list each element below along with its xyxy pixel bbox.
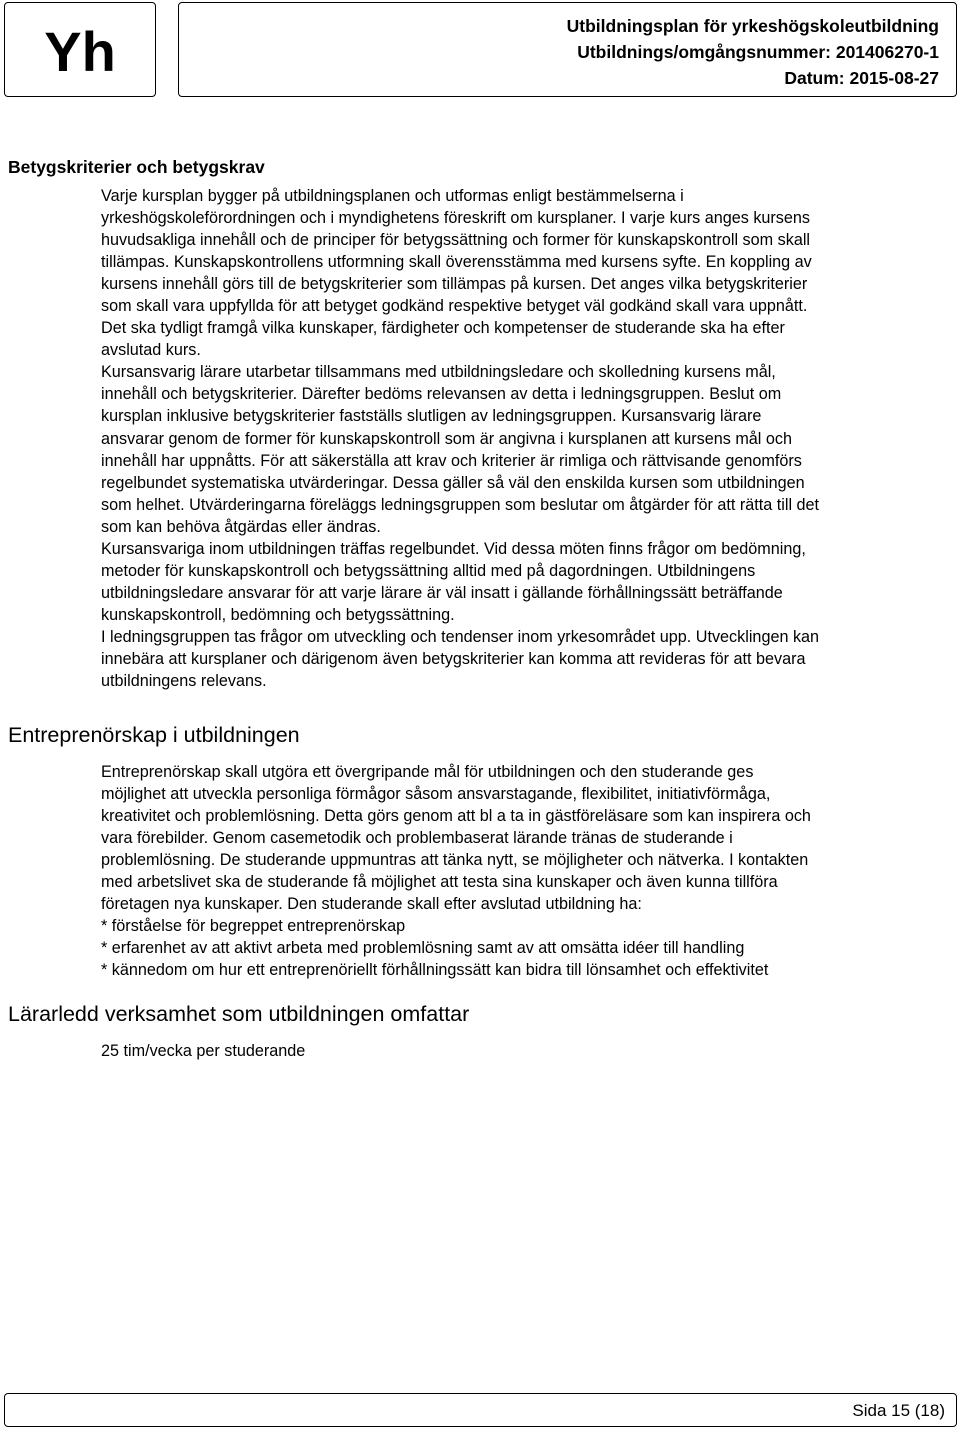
text-line: * förståelse för begreppet entreprenörskap (101, 917, 406, 936)
text-line: möjlighet att utveckla personliga förmågor såsom ansvarstagande, flexibilitet, initiativförmåga, (101, 785, 771, 804)
text-line: med arbetslivet ska de studerande få möjlighet att testa sina kunskaper och även kunna tillföra (101, 873, 778, 892)
text-line: regelbundet systematiska utvärderingar. Dessa gäller så väl den enskilda kursen som utbildningen (101, 473, 805, 492)
text-line: Kursansvarig lärare utarbetar tillsammans med utbildningsledare och skolledning kursens mål, (101, 363, 776, 382)
section-heading-entrepreneurship: Entreprenörskap i utbildningen (8, 723, 300, 747)
text-line: Varje kursplan bygger på utbildningsplanen och utformas enligt bestämmelserna i (101, 187, 684, 205)
text-line: metoder för kunskapskontroll och betygssättning alltid med på dagordningen. Utbildningens (101, 561, 756, 580)
yh-logo: Yh (44, 19, 116, 83)
text-line: huvudsakliga innehåll och de principer för betygssättning och former för kunskapskontroll som skall (101, 231, 811, 250)
document-date: Datum: 2015-08-27 (784, 68, 939, 88)
text-line: som kan behöva åtgärdas eller ändras. (101, 517, 381, 536)
logo-box (4, 2, 156, 97)
text-line: * erfarenhet av att aktivt arbeta med problemlösning samt av att omsätta idéer till handling (101, 939, 745, 958)
section-body-entrepreneurship (101, 761, 811, 981)
document-header (178, 2, 957, 97)
program-number: Utbildnings/omgångsnummer: 201406270-1 (577, 42, 939, 62)
text-line: innehåll har uppnåtts. För att säkerställa att krav och kriterier är rimliga och rättvisande genomförs (101, 451, 802, 470)
page-number: Sida 15 (18) (852, 1401, 945, 1420)
text-line: yrkeshögskoleförordningen och i myndighetens föreskrift om kursplaner. I varje kurs anges kursens (101, 209, 811, 228)
section-heading-teaching-hours: Lärarledd verksamhet som utbildningen omfattar (8, 1002, 470, 1026)
text-line: tillämpas. Kunskapskontrollens utformning skall överensstämma med kursens syfte. En koppling av (101, 253, 812, 272)
text-line: Entreprenörskap skall utgöra ett övergripande mål för utbildningen och den studerande ges (101, 763, 754, 781)
text-line: 25 tim/vecka per studerande (101, 1042, 306, 1060)
text-line: utbildningens relevans. (101, 672, 267, 691)
text-line: kursplan inklusive betygskriterier fastställs slutligen av ledningsgruppen. Kursansvarig lärare (101, 407, 762, 426)
text-line: ansvarar genom de former för kunskapskontroll som är angivna i kursplanen att kursens mål och (101, 429, 792, 448)
text-line: vara förebilder. Genom casemetodik och problembaserat lärande tränas de studerande i (101, 829, 733, 848)
text-line: innehåll och betygskriterier. Därefter bedöms relevansen av detta i ledningsgruppen. Beslut om (101, 385, 782, 404)
text-line: avslutad kurs. (101, 341, 201, 360)
section-body-grading (101, 185, 819, 692)
text-line: * kännedom om hur ett entreprenöriellt förhållningssätt kan bidra till lönsamhet och effektivitet (101, 961, 769, 980)
text-line: I ledningsgruppen tas frågor om utveckling och tendenser inom yrkesområdet upp. Utvecklingen kan (101, 627, 820, 646)
text-line: kursens innehåll görs till de betygskriterier som tillämpas på kursen. Det anges vilka betygskriterier (101, 275, 808, 294)
section-body-teaching-hours (101, 1040, 305, 1062)
text-line: företagen nya kunskaper. Den studerande skall efter avslutad utbildning ha: (101, 895, 642, 914)
page-footer (4, 1393, 957, 1427)
text-line: Kursansvariga inom utbildningen träffas regelbundet. Vid dessa möten finns frågor om bedömning, (101, 539, 806, 558)
text-line: som helhet. Utvärderingarna föreläggs ledningsgruppen som beslutar om åtgärder för att rätta till det (101, 495, 820, 514)
text-line: problemlösning. De studerande uppmuntras att tänka nytt, se möjligheter och nätverka. I kontakten (101, 851, 809, 870)
text-line: kunskapskontroll, bedömning och betygssättning. (101, 605, 455, 624)
document-title: Utbildningsplan för yrkeshögskoleutbildning (566, 16, 939, 36)
text-line: innebära att kursplaner och därigenom även betygskriterier kan komma att revideras för att bevara (101, 649, 806, 668)
text-line: Det ska tydligt framgå vilka kunskaper, färdigheter och kompetenser de studerande ska ha efter (101, 319, 785, 338)
section-heading-grading: Betygskriterier och betygskrav (8, 157, 265, 177)
text-line: kreativitet och problemlösning. Detta görs genom att bl a ta in gästföreläsare som kan inspirera och (101, 807, 811, 826)
text-line: som skall vara uppfyllda för att betyget godkänd respektive betyget väl godkänd skall vara uppnått. (101, 297, 808, 316)
text-line: utbildningsledare ansvarar för att varje lärare är väl insatt i gällande förhållningssätt beträffande (101, 583, 783, 602)
